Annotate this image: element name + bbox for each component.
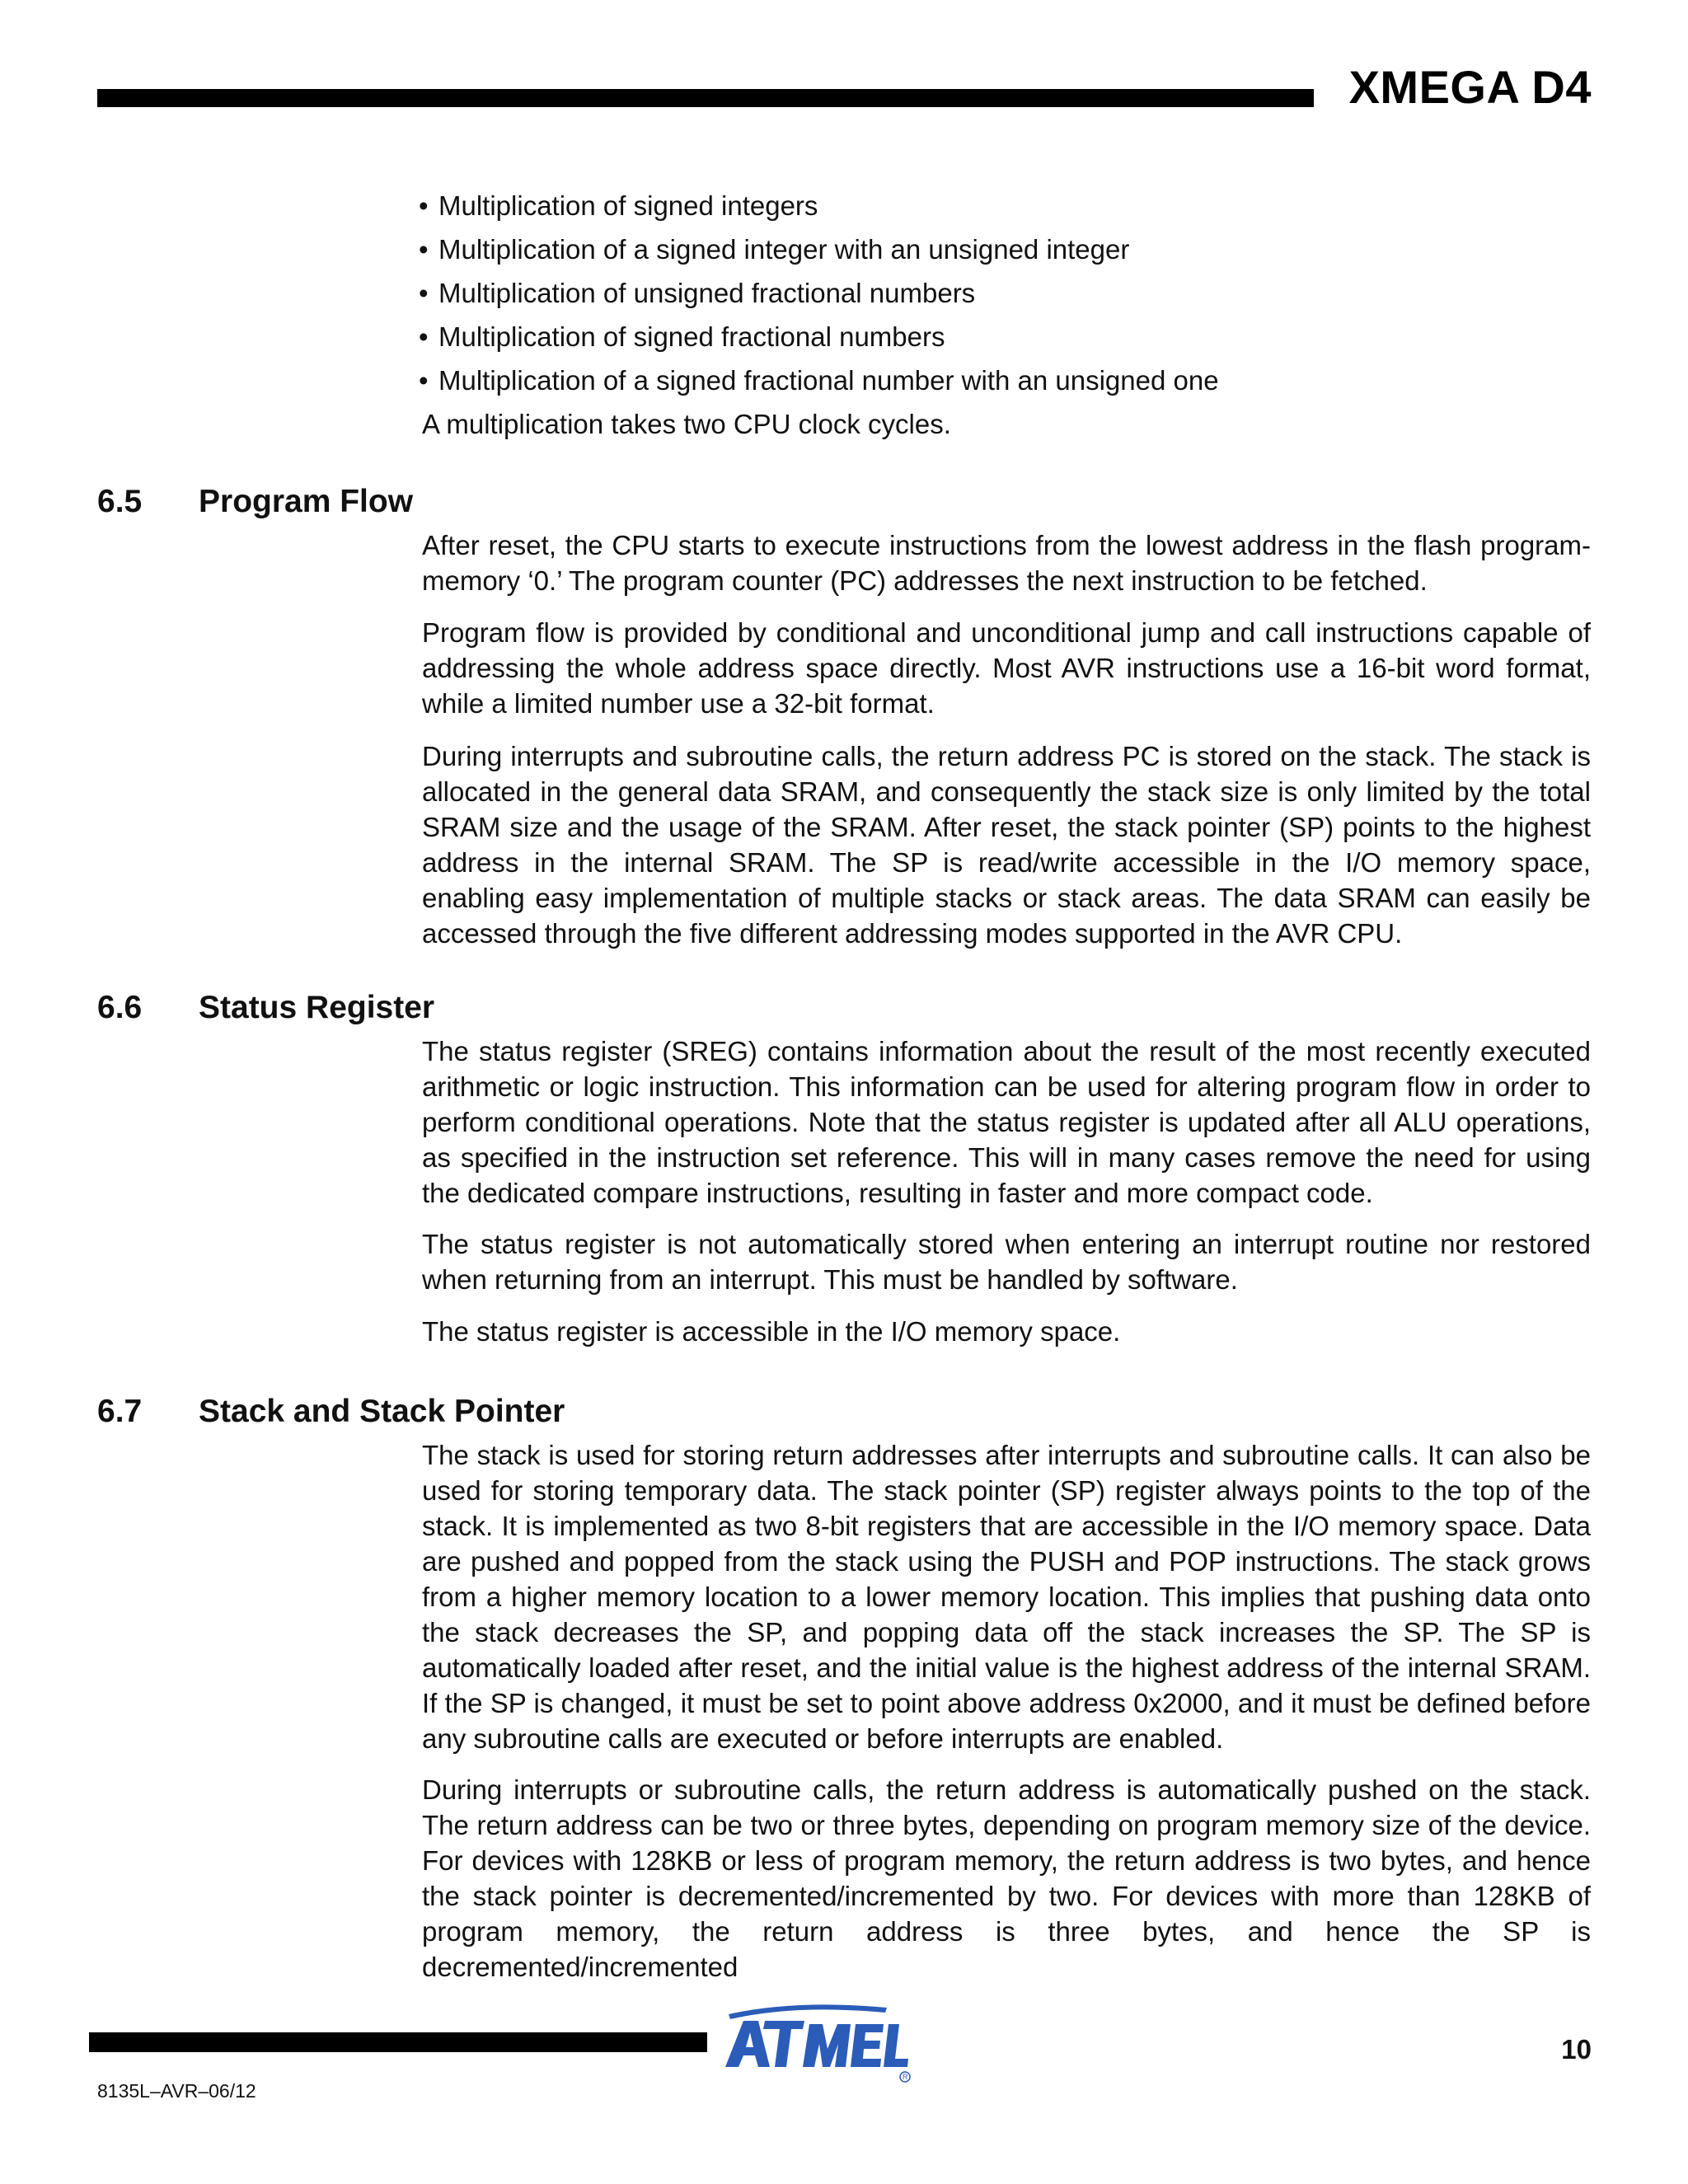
section-heading-stack-pointer [97,1393,565,1431]
bullet-icon: • [419,365,429,396]
section-heading-program-flow [97,483,413,521]
svg-text:R: R [903,2073,908,2081]
paragraph: The status register is not automatically stored when entering an interrupt routine nor restored when returning from an interrupt. This must be handled by software. [422,1229,1591,1295]
list-item: • Multiplication of signed integers [419,188,1591,232]
list-item: • Multiplication of a signed fractional number with an unsigned one [419,363,1591,406]
bullet-icon: • [419,278,429,308]
footer-rule [89,2032,707,2052]
list-item: • Multiplication of unsigned fractional numbers [419,275,1591,319]
multiplication-list [419,188,1591,450]
bullet-icon: • [419,234,429,265]
paragraph: The stack is used for storing return addresses after interrupts and subroutine calls. It can also be used for storing temporary data. The stack pointer (SP) register always points to the top of the stack. It is implemented as two 8-bit registers that are accessible in the I/O memory space. Data are pushed and popped from the stack using the PUSH and POP instructions. The stack grows from a higher memory location to a lower memory location. This implies that pushing data onto the stack decreases the SP, and popping data off the stack increases the SP. The SP is automatically loaded after reset, and the initial value is the highest address of the internal SRAM. If the SP is changed, it must be set to point above address 0x2000, and it must be defined before any subroutine calls are executed or before interrupts are enabled. [422,1440,1591,1754]
paragraph: During interrupts and subroutine calls, the return address PC is stored on the stack. The stack is allocated in the general data SRAM, and consequently the stack size is only limited by the total SRAM size and the usage of the SRAM. After reset, the stack pointer (SP) points to the highest address in the internal SRAM. The SP is read/write accessible in the I/O memory space, enabling easy implementation of multiple stacks or stack areas. The data SRAM can easily be accessed through the five different addressing modes supported in the AVR CPU. [422,741,1591,949]
atmel-logo [722,2001,912,2083]
section-number: 6.7 [97,1394,143,1429]
section-number: 6.6 [97,990,143,1025]
list-item: • Multiplication of a signed integer with an unsigned integer [419,232,1591,275]
section-title: Program Flow [199,484,414,519]
document-id: 8135L–AVR–06/12 [97,2080,256,2102]
list-item: • Multiplication of signed fractional numbers [419,319,1591,363]
page-number: 10 [1561,2034,1592,2064]
bullet-icon: • [419,321,429,352]
section-number: 6.5 [97,484,143,519]
paragraph: After reset, the CPU starts to execute instructions from the lowest address in the flash program-memory ‘0.’ The program counter (PC) addresses the next instruction to be fetched. [422,530,1591,596]
section-title: Stack and Stack Pointer [199,1394,565,1429]
bullet-icon: • [419,190,429,221]
paragraph: During interrupts or subroutine calls, the return address is automatically pushed on the stack. The return address can be two or three bytes, depending on program memory size of the device. For devices with 128KB or less of program memory, the return address is two bytes, and hence the stack pointer is decremented/incremented by two. For devices with more than 128KB of program memory, the return address is three bytes, and hence the SP is decremented/incremented [422,1774,1591,1982]
intro-closing-text: A multiplication takes two CPU clock cycles. [422,409,951,439]
paragraph: Program flow is provided by conditional and unconditional jump and call instructions capable of addressing the whole address space directly. Most AVR instructions use a 16-bit word format, while a limited number use a 32-bit format. [422,617,1591,719]
header-rule [97,89,1314,107]
section-heading-status-register [97,989,434,1027]
document-title: XMEGA D4 [1348,61,1592,113]
paragraph: The status register is accessible in the I/O memory space. [422,1316,1121,1347]
section-title: Status Register [199,990,435,1025]
paragraph: The status register (SREG) contains information about the result of the most recently executed arithmetic or logic instruction. This information can be used for altering program flow in order to perform conditional operations. Note that the status register is updated after all ALU operations, as specified in the instruction set reference. This will in many cases remove the need for using the dedicated compare instructions, resulting in faster and more compact code. [422,1036,1591,1208]
